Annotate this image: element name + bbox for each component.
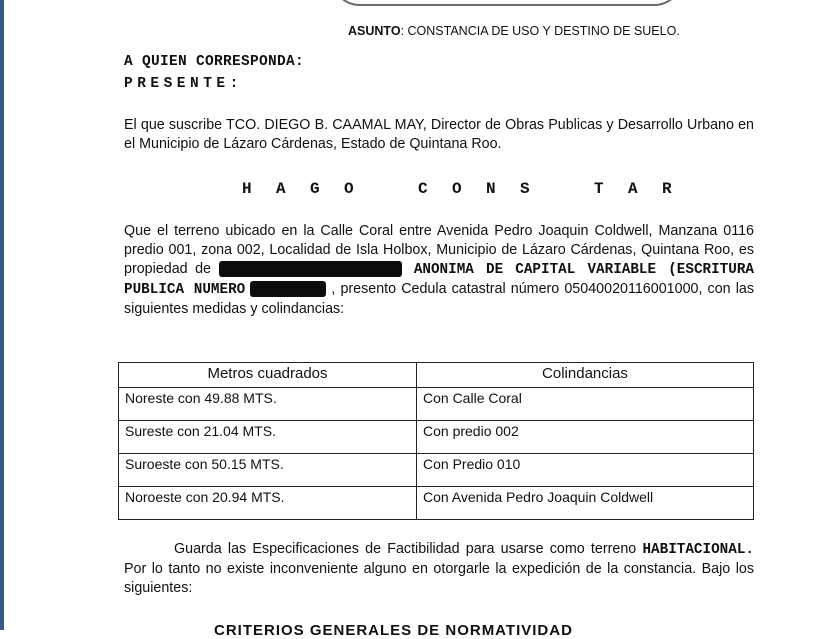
redacted-deed-number: XXX XXXX: [252, 281, 325, 297]
table-cell-boundary: Con Calle Coral: [417, 388, 754, 421]
heading-letter: O: [452, 180, 462, 198]
table-header-row: [119, 363, 754, 388]
table-row: [119, 454, 754, 487]
column-header-colindancias: Colindancias: [417, 363, 754, 388]
redacted-owner-name: XXXXXXXXXX XXXXXXXX: [220, 261, 400, 277]
table-cell-measure: Noreste con 49.88 MTS.: [119, 388, 417, 421]
closing-text-1: Guarda las Especificaciones de Factibilidad para usarse como terreno: [174, 541, 643, 557]
heading-letter: O: [344, 180, 354, 198]
property-paragraph: [124, 222, 754, 319]
criteria-heading: CRITERIOS GENERALES DE NORMATIVIDAD: [214, 622, 573, 639]
heading-letter: C: [418, 180, 428, 198]
closing-paragraph: [124, 540, 754, 598]
greeting-present: PRESENTE:: [124, 76, 243, 92]
intro-paragraph: El que suscribe TCO. DIEGO B. CAAMAL MAY, Director de Obras Publicas y Desarrollo Urbano en el Municipio de Lázaro Cárdenas, Estado de Quintana Roo.: [124, 117, 754, 152]
property-text-1: Que el terreno ubicado en la Calle Coral entre Avenida Pedro Joaquin Coldwell, Manzana 0116 predio 001, zona 002, Localidad de Isla Holbox, Municipio de Lázaro Cárdenas, Quintana Roo, es propiedad de: [124, 223, 754, 277]
property-text-2: ANONIMA DE CAPITAL VARIABLE (ESCRITURA PUBLICA NUMERO: [124, 262, 755, 298]
table-row: [119, 388, 754, 421]
heading-letter: N: [486, 180, 496, 198]
heading-letter: H: [242, 180, 252, 198]
heading-letter: A: [628, 180, 638, 198]
heading-letter: S: [520, 180, 530, 198]
property-text-3: , presento Cedula catastral número 05040020116001000, con las siguientes medidas y colindancias:: [124, 281, 754, 317]
heading-hago-constar: [242, 180, 696, 198]
table-cell-measure: Suroeste con 50.15 MTS.: [119, 454, 417, 487]
table-cell-boundary: Con predio 002: [417, 421, 754, 454]
heading-letter: A: [276, 180, 286, 198]
greeting-to: A QUIEN CORRESPONDA:: [124, 54, 305, 70]
measurements-table: [118, 362, 754, 520]
table-row: [119, 421, 754, 454]
heading-letter: T: [594, 180, 604, 198]
subject-label: ASUNTO: [348, 24, 401, 38]
heading-letter: G: [310, 180, 320, 198]
table-row: [119, 487, 754, 520]
subject-line: [348, 24, 680, 38]
table-cell-measure: Noroeste con 20.94 MTS.: [119, 487, 417, 520]
subject-text: : CONSTANCIA DE USO Y DESTINO DE SUELO.: [400, 24, 680, 38]
heading-letter: R: [662, 180, 672, 198]
closing-text-2: Por lo tanto no existe inconveniente alguno en otorgarle la expedición de la constancia. Bajo los siguientes:: [124, 561, 754, 596]
table-cell-measure: Sureste con 21.04 MTS.: [119, 421, 417, 454]
land-use-value: HABITACIONAL.: [642, 542, 754, 558]
column-header-metros: Metros cuadrados: [119, 363, 417, 388]
table-cell-boundary: Con Predio 010: [417, 454, 754, 487]
table-cell-boundary: Con Avenida Pedro Joaquin Coldwell: [417, 487, 754, 520]
